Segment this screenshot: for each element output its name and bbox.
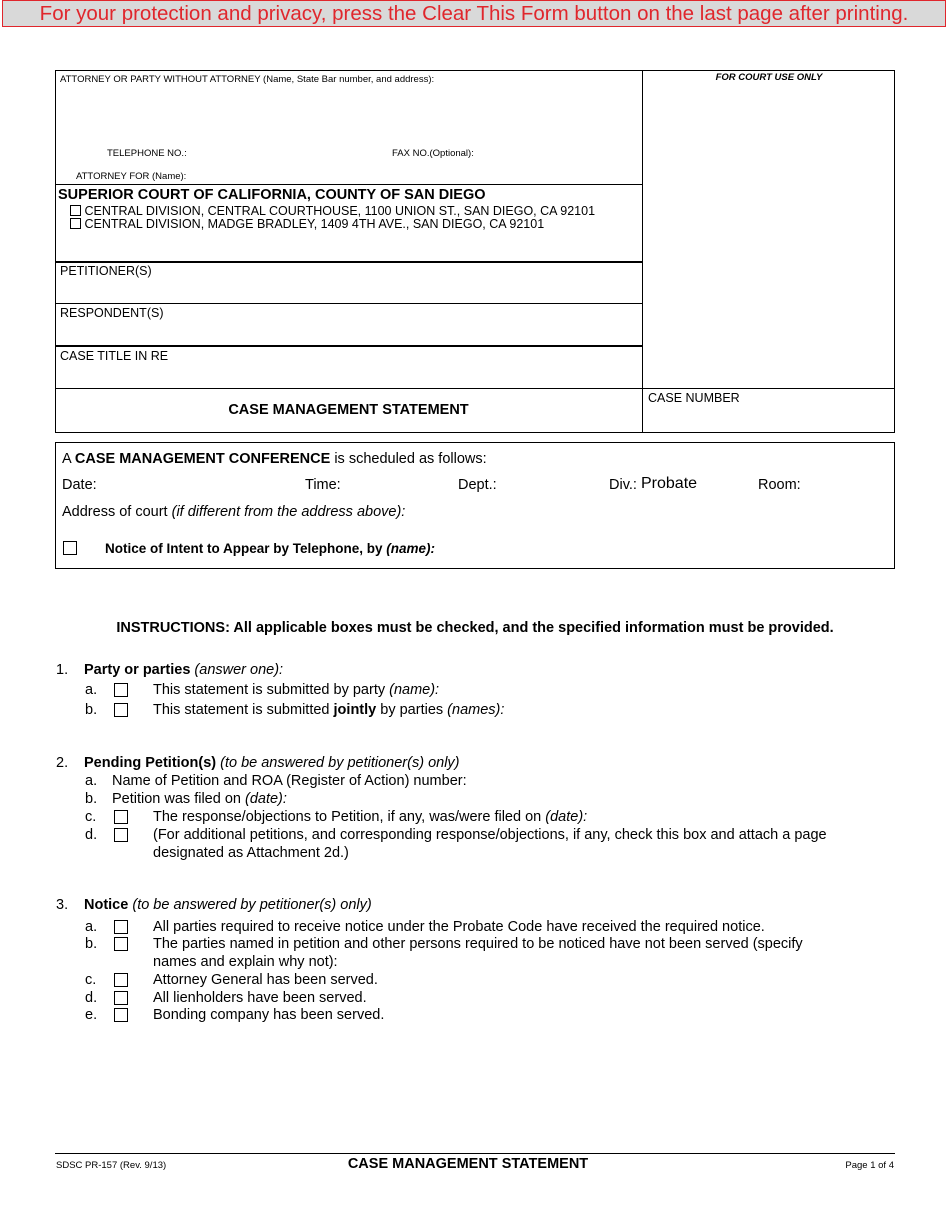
form-title: CASE MANAGEMENT STATEMENT — [228, 402, 469, 418]
division-2-checkbox[interactable] — [70, 218, 81, 229]
divider — [55, 388, 895, 389]
section1-b-label-2: by parties — [380, 702, 444, 718]
dept-field[interactable] — [500, 475, 600, 493]
caption-divider-vertical — [642, 70, 643, 433]
section2-b-italic: (date): — [245, 791, 287, 807]
section1-b-letter: b. — [85, 702, 98, 718]
section2-d-letter: d. — [85, 827, 98, 843]
section2-heading — [84, 755, 460, 771]
court-name: SUPERIOR COURT OF CALIFORNIA, COUNTY OF SAN DIEGO — [58, 187, 486, 203]
section3-d-checkbox[interactable] — [114, 991, 128, 1005]
respondents-field[interactable] — [58, 323, 638, 343]
section1-a-italic: (name): — [389, 682, 440, 698]
section3-d-letter: d. — [85, 990, 98, 1006]
section1-a-label: This statement is submitted by party — [153, 682, 386, 698]
date-label: Date: — [62, 477, 97, 493]
section3-b-line2: names and explain why not): — [153, 954, 338, 970]
divider — [55, 303, 642, 304]
section1-b-bold: jointly — [333, 702, 377, 718]
section1-heading — [84, 662, 283, 678]
case-title-field[interactable] — [58, 366, 638, 386]
section1-title: Party or parties — [84, 662, 191, 678]
section3-heading — [84, 897, 372, 913]
section3-c-letter: c. — [85, 972, 97, 988]
section1-a-letter: a. — [85, 682, 98, 698]
section1-b-checkbox[interactable] — [114, 703, 128, 717]
divider — [55, 184, 642, 185]
footer-page: Page 1 of 4 — [845, 1160, 894, 1171]
section2-b-text — [112, 791, 287, 807]
case-number-label: CASE NUMBER — [648, 391, 740, 405]
footer-title: CASE MANAGEMENT STATEMENT — [347, 1156, 589, 1172]
section2-d-checkbox[interactable] — [114, 828, 128, 842]
telephone-notice-text: Notice of Intent to Appear by Telephone, by — [105, 541, 383, 556]
attorney-field[interactable] — [58, 88, 638, 140]
section3-b-line1: The parties named in petition and other persons required to be noticed have not been served (specify — [153, 936, 803, 952]
section3-c-checkbox[interactable] — [114, 973, 128, 987]
room-label: Room: — [758, 477, 801, 493]
division-option-2 — [70, 217, 544, 231]
attorney-for-field[interactable] — [190, 166, 638, 182]
telephone-name-field[interactable] — [455, 539, 890, 557]
footer-form-id: SDSC PR-157 (Rev. 9/13) — [56, 1160, 167, 1171]
div-label: Div.: — [609, 477, 637, 493]
section2-a-text: Name of Petition and ROA (Register of Action) number: — [112, 773, 467, 789]
section1-a-checkbox[interactable] — [114, 683, 128, 697]
section2-c-italic: (date): — [545, 809, 588, 825]
conference-intro-bold: CASE MANAGEMENT CONFERENCE — [74, 451, 331, 467]
section1-b-italic: (names): — [447, 702, 505, 718]
telephone-field[interactable] — [188, 145, 383, 161]
attorney-for-label: ATTORNEY FOR (Name): — [76, 171, 187, 182]
section2-number: 2. — [56, 755, 69, 771]
date-field[interactable] — [100, 475, 295, 493]
section1-b-label-1: This statement is submitted — [153, 702, 330, 718]
fax-label: FAX NO.(Optional): — [392, 148, 474, 159]
petitioners-field[interactable] — [58, 281, 638, 301]
section3-e-text: Bonding company has been served. — [153, 1007, 385, 1023]
section2-title-italic: (to be answered by petitioner(s) only) — [220, 755, 460, 771]
instructions: INSTRUCTIONS: All applicable boxes must be checked, and the specified information must be provided. — [116, 620, 834, 636]
section3-e-checkbox[interactable] — [114, 1008, 128, 1022]
divider — [55, 261, 642, 263]
dept-label: Dept.: — [458, 477, 497, 493]
division-1-label: CENTRAL DIVISION, CENTRAL COURTHOUSE, 1100 UNION ST., SAN DIEGO, CA 92101 — [84, 204, 596, 218]
attorney-label: ATTORNEY OR PARTY WITHOUT ATTORNEY (Name, State Bar number, and address): — [60, 74, 435, 85]
section3-title: Notice — [84, 897, 129, 913]
section2-b-label: Petition was filed on — [112, 791, 241, 807]
divider — [55, 345, 642, 347]
section3-title-italic: (to be answered by petitioner(s) only) — [132, 897, 372, 913]
case-number-field[interactable] — [646, 408, 891, 430]
clear-form-banner: For your protection and privacy, press the Clear This Form button on the last page after printing. — [2, 0, 946, 27]
room-field[interactable] — [805, 475, 890, 493]
time-field[interactable] — [345, 475, 450, 493]
telephone-label: TELEPHONE NO.: — [107, 148, 187, 159]
section2-b-letter: b. — [85, 791, 98, 807]
section1-number: 1. — [56, 662, 69, 678]
division-1-checkbox[interactable] — [70, 205, 81, 216]
conference-intro — [62, 451, 487, 467]
conference-intro-rest: is scheduled as follows: — [334, 451, 487, 467]
section2-c-text — [153, 809, 587, 825]
address-label — [62, 504, 405, 520]
telephone-notice-italic: (name): — [386, 541, 436, 556]
section3-a-text: All parties required to receive notice under the Probate Code have received the required notice. — [153, 919, 765, 935]
section3-c-text: Attorney General has been served. — [153, 972, 378, 988]
telephone-notice — [105, 541, 435, 556]
section2-a-letter: a. — [85, 773, 98, 789]
address-label-text: Address of court — [62, 504, 168, 520]
address-field[interactable] — [400, 502, 890, 520]
conference-intro-a: A — [62, 451, 71, 467]
division-option-1 — [70, 204, 595, 218]
court-use-label: FOR COURT USE ONLY — [715, 72, 823, 83]
telephone-appearance-checkbox[interactable] — [63, 541, 77, 555]
petitioners-label: PETITIONER(S) — [60, 264, 152, 278]
section3-number: 3. — [56, 897, 69, 913]
section2-c-label: The response/objections to Petition, if any, was/were filed on — [153, 809, 542, 825]
address-label-italic: (if different from the address above): — [171, 504, 406, 520]
section2-title: Pending Petition(s) — [84, 755, 217, 771]
case-title-label: CASE TITLE IN RE — [60, 349, 169, 363]
section3-b-checkbox[interactable] — [114, 937, 128, 951]
section3-a-checkbox[interactable] — [114, 920, 128, 934]
section3-a-letter: a. — [85, 919, 98, 935]
section3-e-letter: e. — [85, 1007, 98, 1023]
time-label: Time: — [305, 477, 341, 493]
section1-a-text — [153, 682, 439, 698]
division-2-label: CENTRAL DIVISION, MADGE BRADLEY, 1409 4TH AVE., SAN DIEGO, CA 92101 — [84, 217, 545, 231]
section2-d-line1: (For additional petitions, and corresponding response/objections, if any, check this box and attach a page — [153, 827, 827, 843]
section3-b-letter: b. — [85, 936, 98, 952]
section2-c-checkbox[interactable] — [114, 810, 128, 824]
div-value: Probate — [641, 475, 698, 492]
section1-b-text — [153, 702, 504, 718]
respondents-label: RESPONDENT(S) — [60, 306, 164, 320]
section2-c-letter: c. — [85, 809, 97, 825]
section1-title-italic: (answer one): — [194, 662, 284, 678]
section3-d-text: All lienholders have been served. — [153, 990, 367, 1006]
fax-field[interactable] — [478, 145, 638, 161]
footer-rule — [55, 1153, 895, 1154]
section2-d-line2: designated as Attachment 2d.) — [153, 845, 349, 861]
